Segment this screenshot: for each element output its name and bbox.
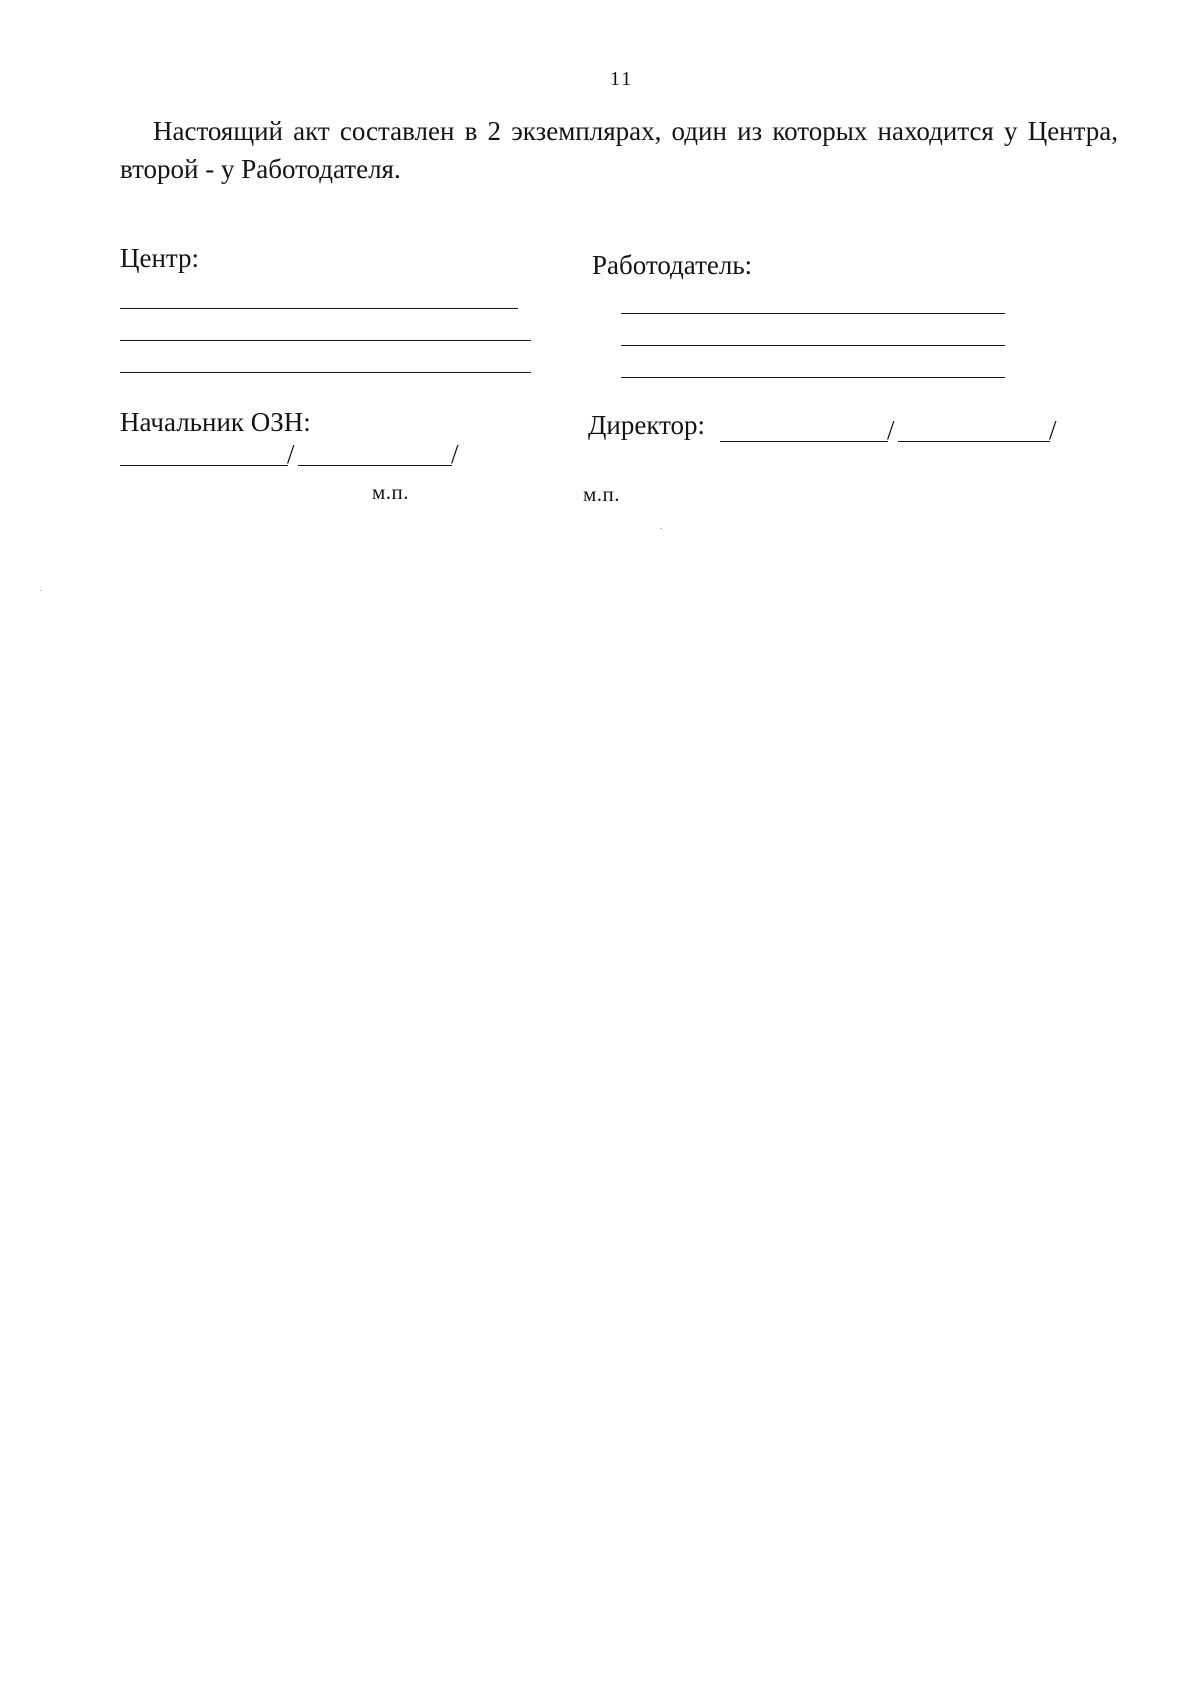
center-head-slash-1: / [287,439,295,469]
center-heading: Центр: [120,243,200,273]
closing-paragraph: Настоящий акт составлен в 2 экземплярах, один из которых находится у Центра, второй - у Работодателя. [120,116,1118,184]
employer-stamp-place: м.п. [583,482,621,506]
employer-signature-line-2 [621,345,1005,346]
employer-signature-line-1 [621,313,1005,314]
center-stamp-place: м.п. [372,480,410,504]
employer-head-slash-2: / [1049,415,1057,445]
employer-heading: Работодатель: [592,250,753,280]
center-head-slash-2: / [451,439,459,469]
employer-head-signature-line [720,441,888,442]
center-signature-line-3 [120,372,531,373]
employer-head-title: Директор: [588,410,706,440]
employer-head-name-line [898,441,1050,442]
scan-speck [660,528,662,529]
employer-signature-line-3 [621,377,1005,378]
center-head-name-line [298,465,452,466]
center-signature-line-1 [120,308,518,309]
page-number: 11 [610,68,634,90]
center-signature-line-2 [120,340,531,341]
center-head-signature-line [120,465,288,466]
employer-head-slash-1: / [887,415,895,445]
center-head-title: Начальник ОЗН: [120,407,311,437]
scan-speck [40,590,42,591]
